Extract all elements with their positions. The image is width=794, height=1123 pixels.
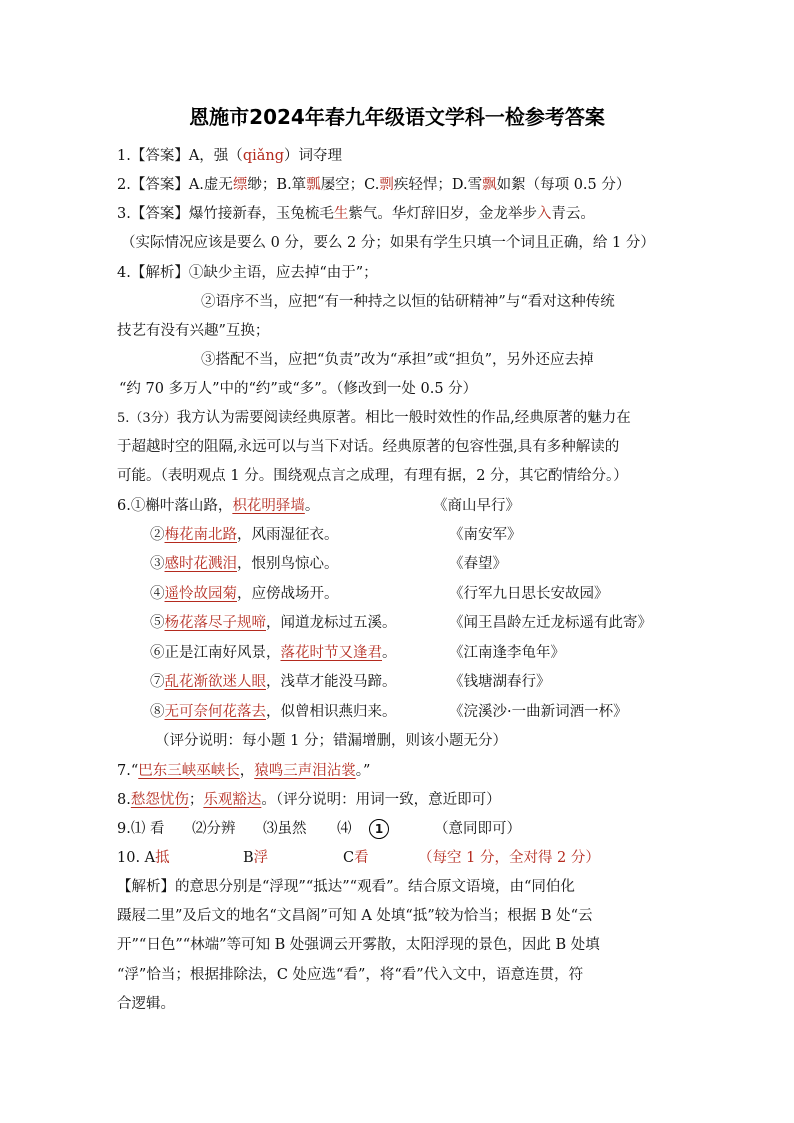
answer-1-text-end: ）词夺理 [284, 148, 342, 164]
answer-9-part: ⑷ [337, 821, 352, 837]
answer-7-text: ， [239, 763, 255, 779]
poem-source: 《行军九日思长安故园》 [449, 586, 609, 602]
answer-3-note: （实际情况应该是要么 0 分，要么 2 分；如果有学生只填一个词且正确，给 1 分） [121, 235, 655, 251]
circled-one-icon: 1 [369, 819, 389, 839]
answer-8-text: 。（评分说明：用词一致，意近即可） [261, 792, 501, 808]
poem-line [117, 497, 319, 515]
answer-10-label: A [144, 850, 156, 866]
answer-5-line [117, 409, 631, 428]
answer-10-score: （每空 1 分，全对得 2 分） [418, 850, 600, 866]
poem-text: ⑦ [150, 674, 165, 690]
answer-2-char-c: 剽 [379, 177, 394, 193]
poem-answer: 感时花溅泪 [164, 556, 237, 572]
answer-8-text: ； [188, 792, 204, 808]
answer-10-explanation-line: 【解析】的意思分别是“浮现”“抵达”“观看”。结合原文语境，由“同伯化 [117, 879, 575, 895]
poem-text: ③ [150, 556, 165, 572]
poem-answer: 遥怜故园菊 [164, 586, 237, 602]
answer-3-word-1: 生 [333, 206, 349, 222]
poem-text: ，似曾相识燕归来。 [266, 704, 397, 720]
answer-10-label: B [243, 850, 254, 866]
poem-line [150, 673, 397, 691]
answer-7-phrase-1: 巴东三峡巫峡长 [138, 763, 240, 779]
answer-5-line: 可能。（表明观点 1 分。围绕观点言之成理，有理有据，2 分，其它酌情给分。） [117, 468, 628, 484]
poem-text: ④ [150, 586, 165, 602]
answer-2-text: 2.【答案】A.虚无 [117, 177, 233, 193]
answer-10-b-answer: 浮 [253, 850, 269, 866]
answer-9-part: ⑵分辨 [192, 821, 236, 837]
answer-10-explanation-line: “浮”恰当；根据排除法，C 处应选“看”，将“看”代入文中，语意连贯，符 [117, 967, 584, 983]
poem-line [150, 585, 339, 603]
poem-answer: 乱花渐欲迷人眼 [164, 674, 266, 690]
poem-source: 《钱塘湖春行》 [449, 674, 551, 690]
answer-2-char-a: 缥 [232, 177, 248, 193]
answer-4-line: 技艺有没有兴趣”互换； [117, 323, 270, 339]
poem-source: 《浣溪沙·一曲新词酒一杯》 [449, 704, 628, 720]
answer-2-char-d: 飘 [482, 177, 497, 193]
answer-5-text: 我方认为需要阅读经典原著。相比一般时效性的作品,经典原著的魅力在 [176, 410, 631, 426]
answer-10-b [243, 849, 268, 867]
poem-text: ，恨别鸟惊心。 [237, 556, 339, 572]
answer-1-pinyin: qiǎng [242, 148, 284, 164]
poem-text: ② [150, 527, 165, 543]
answer-8-word-1: 愁怨忧伤 [130, 792, 189, 808]
poem-answer: 无可奈何花落去 [164, 704, 266, 720]
answer-3-text: 3.【答案】爆竹接新春，玉兔梳毛 [117, 206, 334, 222]
poem-text: ，风雨湿征衣。 [237, 527, 339, 543]
poem-text: ，浅草才能没马蹄。 [266, 674, 397, 690]
answer-9-part: 9.⑴ 看 [117, 821, 165, 837]
answer-2-text: 缈；B.箪 [247, 177, 307, 193]
answer-4-line: ③搭配不当，应把“负责”改为“承担”或“担负”，另外还应去掉 [201, 352, 594, 368]
poem-text: 。 [382, 645, 397, 661]
answer-3-word-2: 入 [536, 206, 552, 222]
answer-10-c-answer: 看 [354, 850, 369, 866]
poem-line [150, 644, 397, 662]
poem-source: 《南安军》 [449, 527, 522, 543]
poem-text: ，闻道龙标过五溪。 [266, 615, 397, 631]
poem-text: 6.①槲叶落山路， [117, 498, 233, 514]
answer-2-text: 如絮（每项 0.5 分） [496, 177, 631, 193]
answer-3-text: 紫气。华灯辞旧岁，金龙举步 [348, 206, 537, 222]
answer-4-line: 4.【解析】①缺少主语，应去掉“由于”； [117, 265, 378, 281]
answer-2 [117, 176, 630, 194]
answer-10-explanation-line: 蹑屐二里”及后文的地名“文昌阁”可知 A 处填“抵”较为恰当；根据 B 处“云 [117, 908, 593, 924]
answer-7 [117, 762, 370, 780]
poem-text: 。 [304, 498, 320, 514]
poem-line [150, 614, 397, 632]
poem-line [150, 526, 339, 544]
answer-9-part: ⑶虽然 [263, 821, 307, 837]
answer-8-text: 8. [117, 792, 131, 808]
answer-10-a [117, 849, 170, 867]
answer-9-note: （意同即可） [434, 821, 521, 837]
page-title: 恩施市2024年春九年级语文学科一检参考答案 [189, 105, 605, 129]
answer-5-line: 于超越时空的阻隔,永远可以与当下对话。经典原著的包容性强,具有多种解读的 [117, 439, 620, 455]
answer-2-text: 屡空；C. [320, 177, 380, 193]
answer-10-explanation-line: 合逻辑。 [117, 996, 175, 1012]
poem-source: 《春望》 [449, 556, 507, 572]
answer-9-circled-number [369, 819, 389, 839]
answer-7-text: 7.“ [117, 763, 139, 779]
answer-5-number: 5.（3分） [117, 411, 177, 426]
poem-answer: 杨花落尽子规啼 [164, 615, 266, 631]
answer-8-word-2: 乐观豁达 [203, 792, 262, 808]
answer-2-text: 疾轻悍；D.雪 [393, 177, 483, 193]
answer-7-text: 。” [355, 763, 371, 779]
answer-7-phrase-2: 猿鸣三声泪沾裳 [254, 763, 356, 779]
answer-10-a-answer: 抵 [155, 850, 170, 866]
poem-answer: 梅花南北路 [164, 527, 237, 543]
answer-10-number: 10. [117, 850, 141, 866]
answer-10-label: C [343, 850, 355, 866]
poem-answer: 枳花明驿墙 [232, 498, 305, 514]
answer-10-explanation-line: 开”“日色”“林端”等可知 B 处强调云开雾散，太阳浮现的景色，因此 B 处填 [117, 937, 600, 953]
poem-line [150, 703, 397, 721]
poem-text: ⑤ [150, 615, 165, 631]
answer-10-c [343, 849, 369, 867]
poem-source: 《闻王昌龄左迁龙标遥有此寄》 [449, 615, 652, 631]
poem-text: ⑥正是江南好风景， [150, 645, 281, 661]
answer-4-line: ②语序不当，应把“有一种持之以恒的钻研精神”与“看对这种传统 [201, 294, 615, 310]
answer-2-char-b: 瓢 [306, 177, 321, 193]
answer-1 [117, 147, 342, 165]
poem-text: ⑧ [150, 704, 165, 720]
poem-source: 《商山早行》 [433, 498, 520, 514]
poem-line [150, 555, 339, 573]
answer-3 [117, 205, 595, 223]
poem-text: ，应傍战场开。 [237, 586, 339, 602]
poem-source: 《江南逢李龟年》 [449, 645, 565, 661]
poem-answer: 落花时节又逢君 [280, 645, 382, 661]
answer-1-text: 1.【答案】A，强（ [117, 148, 243, 164]
answer-6-note: （评分说明：每小题 1 分；错漏增删，则该小题无分） [155, 733, 507, 749]
answer-8 [117, 791, 501, 809]
answer-3-text: 青云。 [551, 206, 595, 222]
answer-4-line: “约 70 多万人”中的“约”或“多”。（修改到一处 0.5 分） [119, 381, 478, 397]
